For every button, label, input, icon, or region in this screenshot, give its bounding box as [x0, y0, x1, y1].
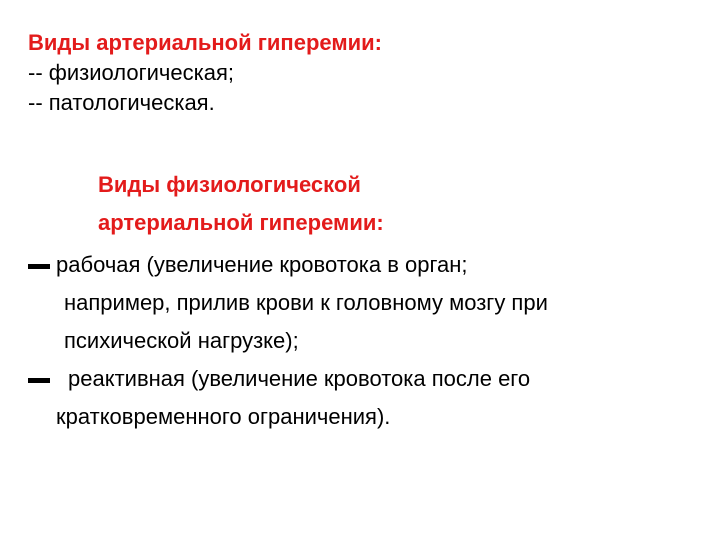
list-item-physiological: -- физиологическая; — [28, 60, 234, 85]
arterial-hyperemia-types — [28, 28, 382, 118]
bullet-text — [56, 360, 708, 436]
physiological-types-list — [28, 246, 708, 436]
heading-line-1: Виды физиологической — [98, 172, 361, 197]
bullet-line: например, прилив крови к головному мозгу при — [64, 290, 548, 315]
section-heading-physiological-types — [98, 166, 384, 242]
bullet-text — [56, 246, 708, 360]
section-heading-arterial-hyperemia: Виды артериальной гиперемии: — [28, 30, 382, 55]
bullet-working-hyperemia — [28, 246, 708, 360]
list-item-pathological: -- патологическая. — [28, 90, 215, 115]
bullet-line: реактивная (увеличение кровотока после его — [68, 366, 531, 391]
dash-bullet-icon — [28, 264, 50, 269]
bullet-line: психической нагрузке); — [64, 328, 299, 353]
bullet-line: рабочая (увеличение кровотока в орган; — [56, 252, 468, 277]
heading-line-2: артериальной гиперемии: — [98, 210, 384, 235]
bullet-reactive-hyperemia — [28, 360, 708, 436]
dash-bullet-icon — [28, 378, 50, 383]
bullet-line: кратковременного ограничения). — [56, 404, 391, 429]
